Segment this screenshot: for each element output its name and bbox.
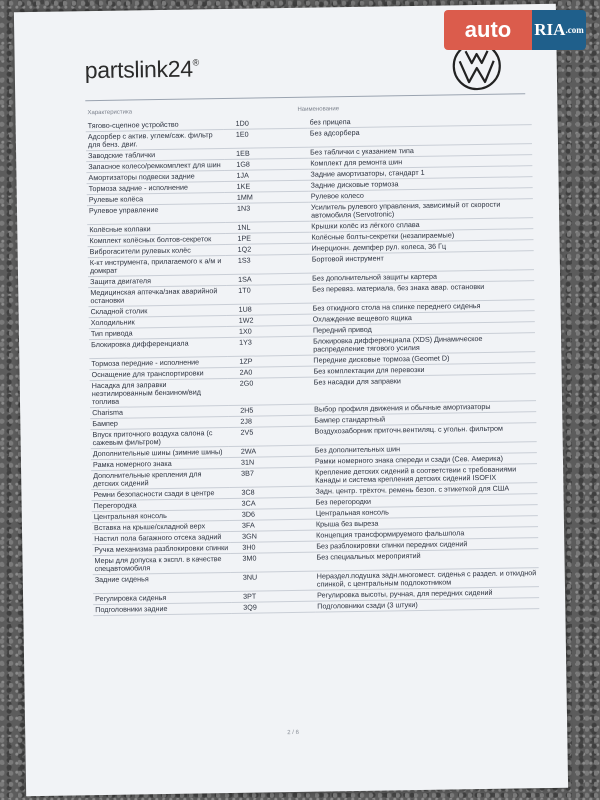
option-name: Адсорбер с актив. углем/саж. фильтр для бенз. двиг.	[86, 130, 224, 151]
option-name: Дополнительные крепления для детских сидений	[91, 468, 229, 489]
option-code: 2WA	[229, 445, 313, 457]
option-value: Регулировка высоты, ручная, для передних сидений	[315, 587, 539, 602]
option-value: Колёсные болты-секретки (незапираемые)	[309, 229, 533, 244]
spec-sheet	[14, 4, 568, 796]
option-name: Виброгасители рулевых колёс	[88, 245, 226, 258]
option-code: 3M0	[230, 552, 314, 572]
option-code: 3C8	[229, 486, 313, 498]
option-value: Концепция трансформируемого фальшпола	[314, 527, 538, 542]
option-name: Ручка механизма разблокировки спинки	[92, 542, 230, 555]
option-code: 1Y3	[227, 336, 311, 356]
option-code: 1SA	[226, 273, 310, 285]
option-name: Рулевые колёса	[87, 193, 225, 206]
option-code: 1JA	[224, 169, 308, 181]
option-name: Подголовники задние	[93, 602, 231, 615]
option-name: Дополнительные шины (зимние шины)	[91, 446, 229, 459]
option-value: Задние амортизаторы, стандарт 1	[308, 166, 532, 181]
option-value: Инерционн. демпфер рул. колеса, 36 Гц	[310, 240, 534, 255]
option-value: Усилитель рулевого управления, зависимый от скорости автомобиля (Servotronic)	[309, 199, 533, 222]
option-value: Без дополнительной защиты картера	[310, 270, 534, 285]
option-name: Charisma	[90, 405, 228, 418]
option-name: Тормоза передние - исполнение	[89, 356, 227, 369]
option-code: 31N	[229, 456, 313, 468]
option-value: Без специальных мероприятий	[314, 549, 538, 572]
option-code: 3B7	[229, 467, 313, 487]
option-value: Рамки номерного знака спереди и сзади (Сев. Америка)	[313, 453, 537, 468]
option-code: 1Q2	[226, 243, 310, 255]
option-name: Насадка для заправки неэтилированным бензином/вид топлива	[90, 378, 228, 407]
option-value: Задн. центр. трёхточ. ремень безоп. с этикеткой для США	[313, 483, 537, 498]
option-value: без прицепа	[308, 114, 532, 128]
option-name: Комплект колёсных болтов-секреток	[87, 234, 225, 247]
option-value: Без комплектации для перевозки	[311, 363, 535, 378]
option-name: Вставка на крыше/складной верх	[92, 520, 230, 533]
option-name: Ремни безопасности сзади в центре	[91, 487, 229, 500]
option-code: 2A0	[227, 366, 311, 378]
option-code: 3Q9	[231, 601, 315, 613]
option-code: 1T0	[226, 284, 310, 304]
option-name: Оснащение для транспортировки	[89, 367, 227, 380]
option-value: Комплект для ремонта шин	[308, 155, 532, 170]
option-name: Центральная консоль	[92, 509, 230, 522]
option-name: Защита двигателя	[88, 275, 226, 288]
option-name: Бампер	[90, 416, 228, 429]
column-header-name: Наименование	[297, 106, 340, 113]
option-name: Блокировка дифференциала	[89, 337, 227, 358]
option-name: Рулевое управление	[87, 204, 225, 225]
option-code: 1G8	[224, 158, 308, 170]
option-value: Без перевяз. материала, без знака авар. остановки	[310, 281, 534, 304]
option-name: Холодильник	[89, 316, 227, 329]
header-divider	[85, 93, 525, 101]
option-name: Задние сиденья	[93, 572, 231, 593]
option-value: Без таблички с указанием типа	[308, 144, 532, 159]
option-code: 2H5	[228, 404, 312, 416]
option-value: Бампер стандартный	[312, 412, 536, 427]
option-code: 1X0	[227, 325, 311, 337]
option-name: Тормоза задние - исполнение	[87, 182, 225, 195]
option-code: 3FA	[230, 519, 314, 531]
option-code: 1D0	[224, 118, 308, 130]
logo-number: 24	[167, 55, 193, 82]
option-name: Тягово-сцепное устройство	[86, 119, 224, 132]
option-name: Колёсные колпаки	[87, 223, 225, 236]
option-value: Задние дисковые тормоза	[309, 177, 533, 192]
option-value: Крепление детских сидений в соответствии с требованиями Канады и система крепления детских сидений ISOFIX	[313, 464, 537, 487]
option-name: Амортизаторы подвески задние	[86, 171, 224, 184]
option-code: 1W2	[227, 314, 311, 326]
options-table	[86, 114, 540, 616]
watermark-badge	[444, 10, 594, 50]
column-header-characteristic: Характеристика	[87, 109, 133, 117]
option-value: Передние дисковые тормоза (Geomet D)	[311, 352, 535, 367]
option-value: Нераздел.подушка задн.многомест. сиденья с раздел. и откидной спинкой, с центральным подлокотником	[315, 568, 539, 591]
option-code: 1NL	[225, 221, 309, 233]
option-code: 1U8	[226, 303, 310, 315]
option-code: 3D6	[230, 508, 314, 520]
option-name: Тип привода	[89, 326, 227, 339]
option-name: Регулировка сиденья	[93, 591, 231, 604]
option-code: 3CA	[230, 497, 314, 509]
option-code: 1PE	[225, 232, 309, 244]
option-value: Крыша без выреза	[314, 516, 538, 531]
option-code: 3PT	[231, 590, 315, 602]
logo-text: partslink	[84, 55, 168, 84]
option-code: 1MM	[225, 191, 309, 203]
option-value: Охлаждение вещевого ящика	[311, 311, 535, 326]
option-code: 1KE	[225, 180, 309, 192]
option-name: Запасное колесо/ремкомплект для шин	[86, 160, 224, 173]
option-name: Впуск приточного воздуха салона (с сажевым фильтром)	[90, 427, 228, 448]
watermark-suffix: .com	[565, 25, 584, 35]
page-number: 2 / 6	[287, 729, 299, 737]
watermark-ria-text: RIA	[534, 20, 566, 39]
option-value: Крышки колёс из лёгкого сплава	[309, 218, 533, 233]
option-code: 3NU	[231, 571, 315, 591]
option-code: 1S3	[226, 254, 310, 274]
watermark-ria	[532, 10, 586, 50]
option-code: 2J8	[228, 415, 312, 427]
option-name: Настил пола багажного отсека задний	[92, 531, 230, 544]
option-value: Блокировка дифференциала (XDS) Динамическое распределение тягового усилия	[311, 333, 535, 356]
option-value: Без откидного стола на спинке переднего сиденья	[310, 300, 534, 315]
watermark-auto: auto	[444, 10, 532, 50]
partslink-logo	[85, 55, 200, 84]
option-value: Воздухозаборник приточн.вентиляц. с угольн. фильтром	[312, 423, 536, 446]
option-code: 1EB	[224, 147, 308, 159]
option-code: 1ZP	[227, 355, 311, 367]
option-name: Меры для допуска к экспл. в качестве спецавтомобиля	[92, 553, 230, 574]
option-value: Подголовники сзади (3 штуки)	[315, 598, 539, 613]
option-value: Передний привод	[311, 322, 535, 337]
option-value: Бортовой инструмент	[310, 251, 534, 274]
option-value: Центральная консоль	[314, 505, 538, 520]
option-code: 1E0	[224, 128, 308, 148]
option-name: Медицинская аптечка/знак аварийной остановки	[88, 286, 226, 307]
option-name: Складной столик	[89, 305, 227, 318]
option-value: Без разблокировки спинки передних сидений	[314, 538, 538, 553]
option-value: Выбор профиля движения и обычные амортизаторы	[312, 401, 536, 416]
option-code: 2G0	[228, 377, 312, 405]
option-name: К-кт инструмента, прилагаемого к а/м и домкрат	[88, 256, 226, 277]
option-name: Перегородка	[92, 498, 230, 511]
option-value: Без дополнительных шин	[313, 442, 537, 457]
option-code: 2V5	[228, 426, 312, 446]
option-code: 1N3	[225, 202, 309, 222]
option-name: Рамка номерного знака	[91, 457, 229, 470]
option-value: Без перегородки	[314, 494, 538, 509]
option-code: 3GN	[230, 530, 314, 542]
option-value: Рулевое колесо	[309, 188, 533, 203]
option-value: Без насадки для заправки	[312, 374, 536, 405]
option-value: Без адсорбера	[308, 125, 532, 148]
option-code: 3H0	[230, 541, 314, 553]
logo-reg: ®	[192, 57, 200, 68]
option-name: Заводские таблички	[86, 149, 224, 162]
